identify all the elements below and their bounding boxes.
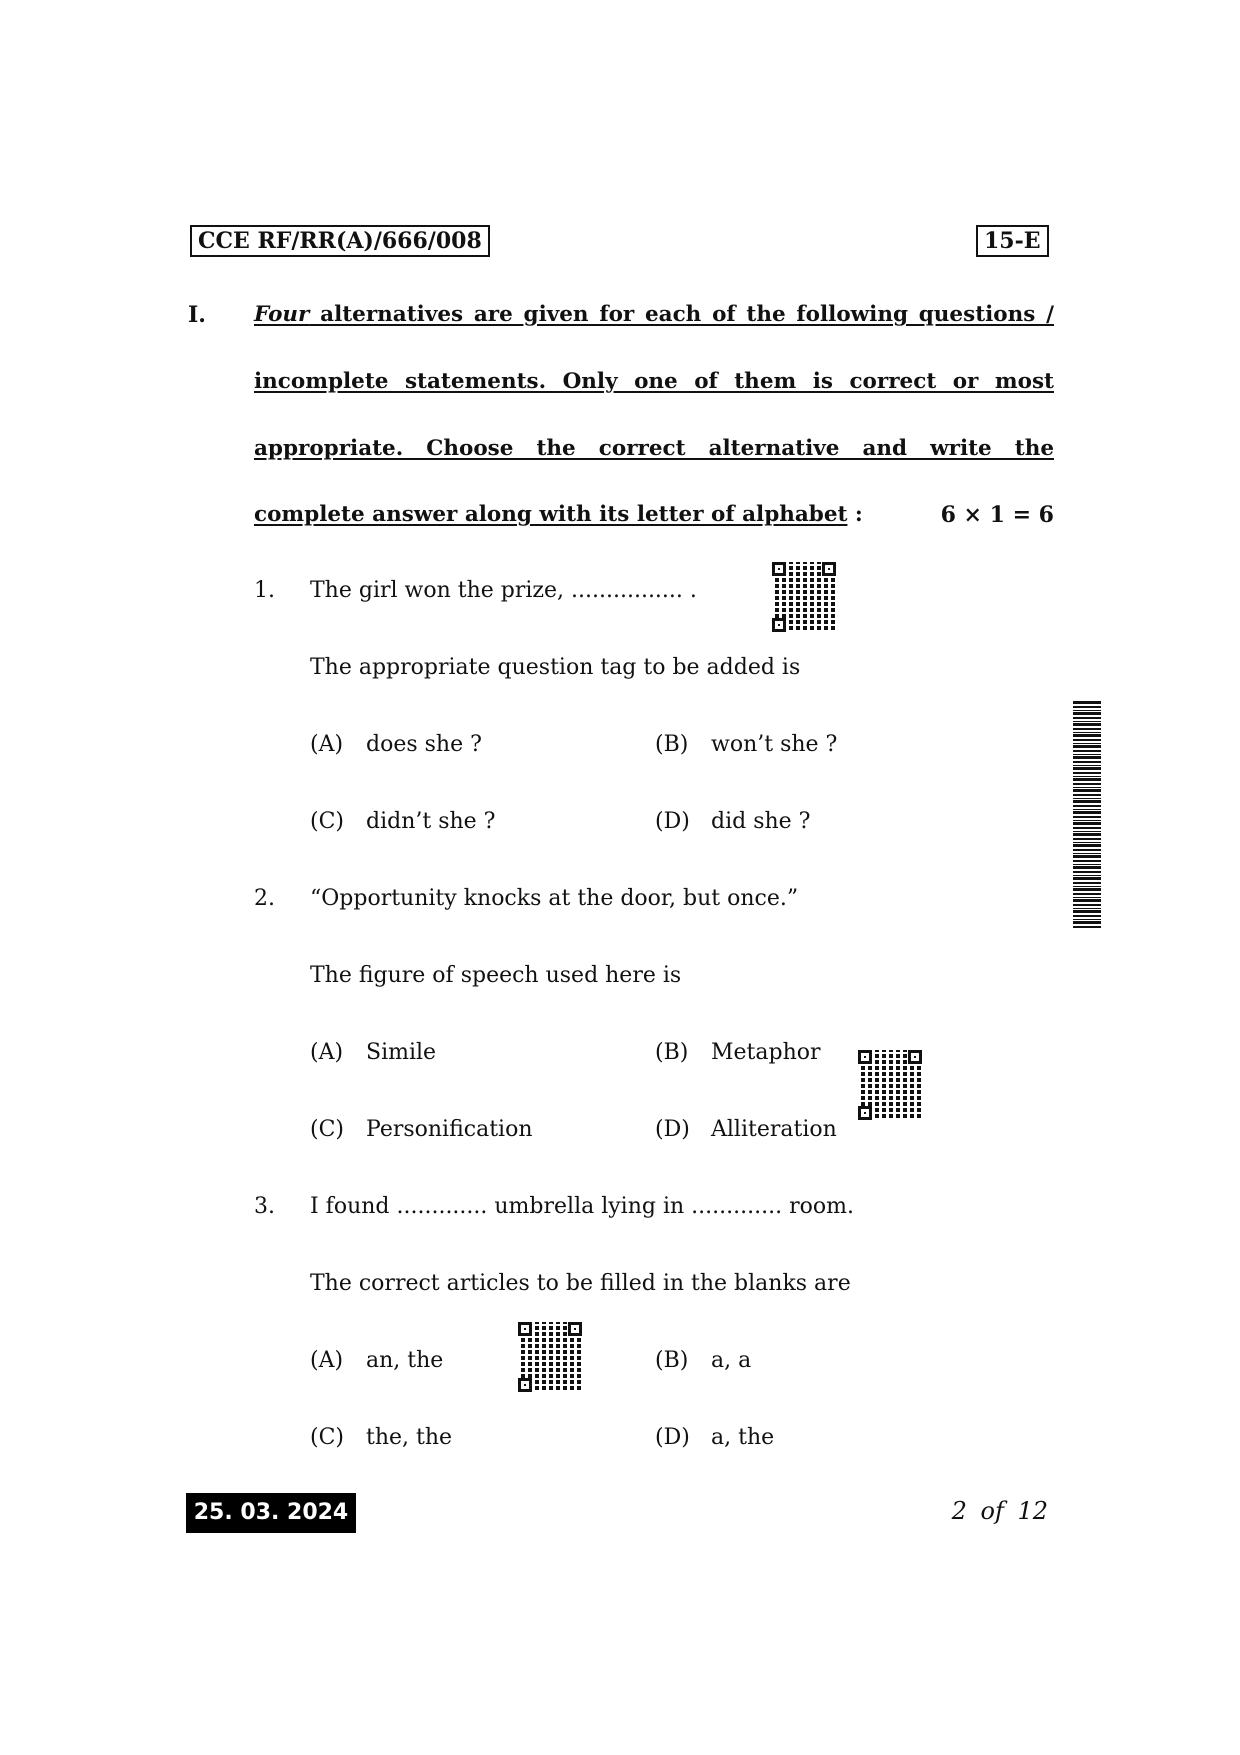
- question-2-option-d: Alliteration: [711, 1117, 837, 1142]
- question-1-option-c: didn’t she ?: [366, 809, 496, 834]
- page-number: 2 of 12: [951, 1497, 1048, 1525]
- question-1-option-a: does she ?: [366, 732, 482, 757]
- question-2-option-c-letter: (C): [310, 1117, 344, 1142]
- question-2-option-c: Personification: [366, 1117, 533, 1142]
- qr-code-3-icon: [518, 1322, 582, 1392]
- instruction-line-4-text: complete answer along with its letter of alphabet: [254, 502, 848, 527]
- question-1-option-d-letter: (D): [655, 809, 690, 834]
- question-1-option-b-letter: (B): [655, 732, 689, 757]
- question-3-option-a-letter: (A): [310, 1348, 344, 1373]
- question-3-text: I found ............. umbrella lying in ............. room.: [310, 1194, 854, 1219]
- instruction-line-1: [254, 302, 1054, 327]
- qr-code-1-icon: [772, 562, 836, 632]
- marks: 6 × 1 = 6: [940, 502, 1054, 528]
- question-1-text: The girl won the prize, ................ .: [310, 578, 697, 603]
- question-2-option-b: Metaphor: [711, 1040, 821, 1065]
- instruction-line-4: [254, 502, 863, 527]
- exam-date: 25. 03. 2024: [186, 1493, 356, 1533]
- paper-code: CCE RF/RR(A)/666/008: [190, 225, 490, 257]
- section-number: I.: [188, 302, 206, 328]
- question-2-option-a: Simile: [366, 1040, 437, 1065]
- question-1-option-b: won’t she ?: [711, 732, 838, 757]
- qr-code-2-icon: [858, 1050, 922, 1120]
- question-1-number: 1.: [254, 578, 275, 603]
- question-2-option-d-letter: (D): [655, 1117, 690, 1142]
- instruction-line-2: incomplete statements. Only one of them is correct or most: [254, 369, 1054, 394]
- question-3-option-c-letter: (C): [310, 1425, 344, 1450]
- question-2-text: “Opportunity knocks at the door, but once.”: [310, 886, 799, 911]
- instruction-lead: Four: [254, 302, 310, 327]
- question-1-option-a-letter: (A): [310, 732, 344, 757]
- question-1-prompt: The appropriate question tag to be added is: [310, 655, 801, 680]
- question-2-number: 2.: [254, 886, 275, 911]
- question-2-prompt: The figure of speech used here is: [310, 963, 682, 988]
- question-3-option-a: an, the: [366, 1348, 444, 1373]
- question-3-option-d-letter: (D): [655, 1425, 690, 1450]
- question-3-number: 3.: [254, 1194, 275, 1219]
- question-3-option-b-letter: (B): [655, 1348, 689, 1373]
- question-1-option-d: did she ?: [711, 809, 811, 834]
- instruction-line-3: appropriate. Choose the correct alternative and write the: [254, 436, 1054, 461]
- instruction-line-1-text: alternatives are given for each of the following questions /: [309, 302, 1054, 327]
- question-3-prompt: The correct articles to be filled in the blanks are: [310, 1271, 851, 1296]
- question-2-option-a-letter: (A): [310, 1040, 344, 1065]
- question-2-option-b-letter: (B): [655, 1040, 689, 1065]
- barcode-icon: [1073, 700, 1101, 928]
- question-1-option-c-letter: (C): [310, 809, 344, 834]
- question-3-option-b: a, a: [711, 1348, 752, 1373]
- instruction-colon: :: [847, 502, 863, 527]
- question-3-option-d: a, the: [711, 1425, 775, 1450]
- question-3-option-c: the, the: [366, 1425, 453, 1450]
- subject-code: 15-E: [976, 225, 1049, 257]
